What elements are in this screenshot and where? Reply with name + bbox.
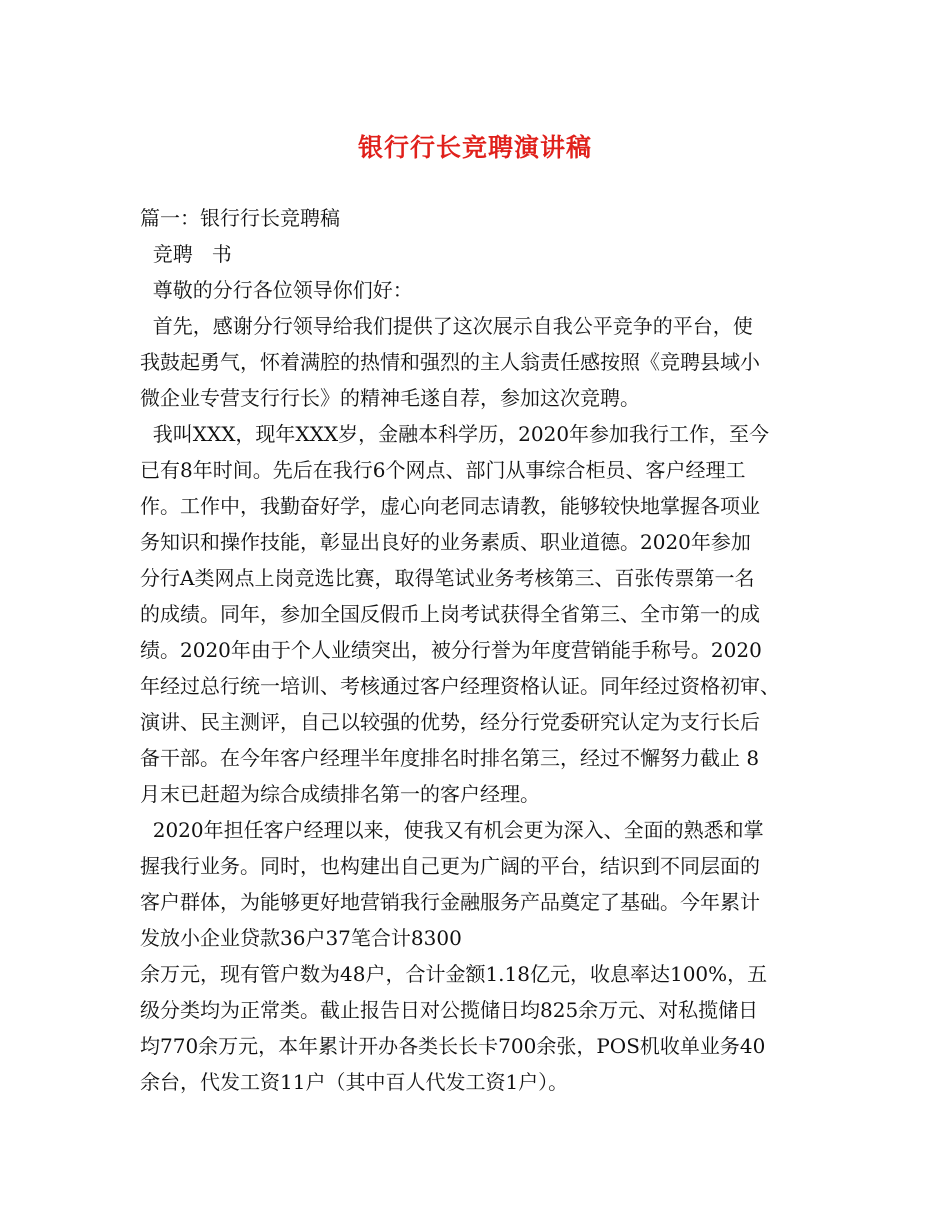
paragraph-line: 我鼓起勇气，怀着满腔的热情和强烈的主人翁责任感按照《竞聘县域小 <box>140 350 760 374</box>
paragraph-line: 务知识和操作技能，彰显出良好的业务素质、职业道德。2020年参加 <box>140 530 751 554</box>
paragraph-line: 年经过总行统一培训、考核通过客户经理资格认证。同年经过资格初审、 <box>140 674 780 698</box>
paragraph-line: 绩。2020年由于个人业绩突出，被分行誉为年度营销能手称号。2020 <box>140 638 762 662</box>
paragraph-line: 2020年担任客户经理以来，使我又有机会更为深入、全面的熟悉和掌 <box>140 818 764 842</box>
paragraph-line: 客户群体，为能够更好地营销我行金融服务产品奠定了基础。今年累计 <box>140 890 760 914</box>
paragraph-line: 首先，感谢分行领导给我们提供了这次展示自我公平竞争的平台，使 <box>140 314 753 338</box>
paragraph-line: 余台，代发工资11户（其中百人代发工资1户）。 <box>140 1070 569 1094</box>
paragraph-line: 余万元，现有管户数为48户，合计金额1.18亿元，收息率达100%，五 <box>140 962 768 986</box>
paragraph-line: 竞聘 书 <box>140 242 232 266</box>
paragraph-line: 级分类均为正常类。截止报告日对公揽储日均825余万元、对私揽储日 <box>140 998 759 1022</box>
paragraph-line: 我叫XXX，现年XXX岁，金融本科学历，2020年参加我行工作，至今 <box>140 422 770 446</box>
paragraph-line: 备干部。在今年客户经理半年度排名时排名第三，经过不懈努力截止 8 <box>140 746 760 770</box>
paragraph-line: 已有8年时间。先后在我行6个网点、部门从事综合柜员、客户经理工 <box>140 458 746 482</box>
paragraph-line: 作。工作中，我勤奋好学，虚心向老同志请教，能够较快地掌握各项业 <box>140 494 760 518</box>
paragraph-line: 尊敬的分行各位领导你们好： <box>140 278 413 302</box>
paragraph-line: 分行A类网点上岗竞选比赛，取得笔试业务考核第三、百张传票第一名 <box>140 566 755 590</box>
paragraph-line: 握我行业务。同时，也构建出自己更为广阔的平台，结识到不同层面的 <box>140 854 760 878</box>
document-body <box>140 200 820 1100</box>
paragraph-line: 篇一：银行行长竞聘稿 <box>140 206 340 230</box>
paragraph-line: 微企业专营支行行长》的精神毛遂自荐，参加这次竞聘。 <box>140 386 640 410</box>
paragraph-line: 发放小企业贷款36户37笔合计8300 <box>140 926 462 950</box>
document-title: 银行行长竞聘演讲稿 <box>357 133 592 162</box>
paragraph-line: 的成绩。同年，参加全国反假币上岗考试获得全省第三、全市第一的成 <box>140 602 760 626</box>
paragraph-line: 演讲、民主测评，自己以较强的优势，经分行党委研究认定为支行长后 <box>140 710 760 734</box>
paragraph-line: 均770余万元，本年累计开办各类长长卡700余张，POS机收单业务40 <box>140 1034 766 1058</box>
paragraph-line: 月末已赶超为综合成绩排名第一的客户经理。 <box>140 782 540 806</box>
